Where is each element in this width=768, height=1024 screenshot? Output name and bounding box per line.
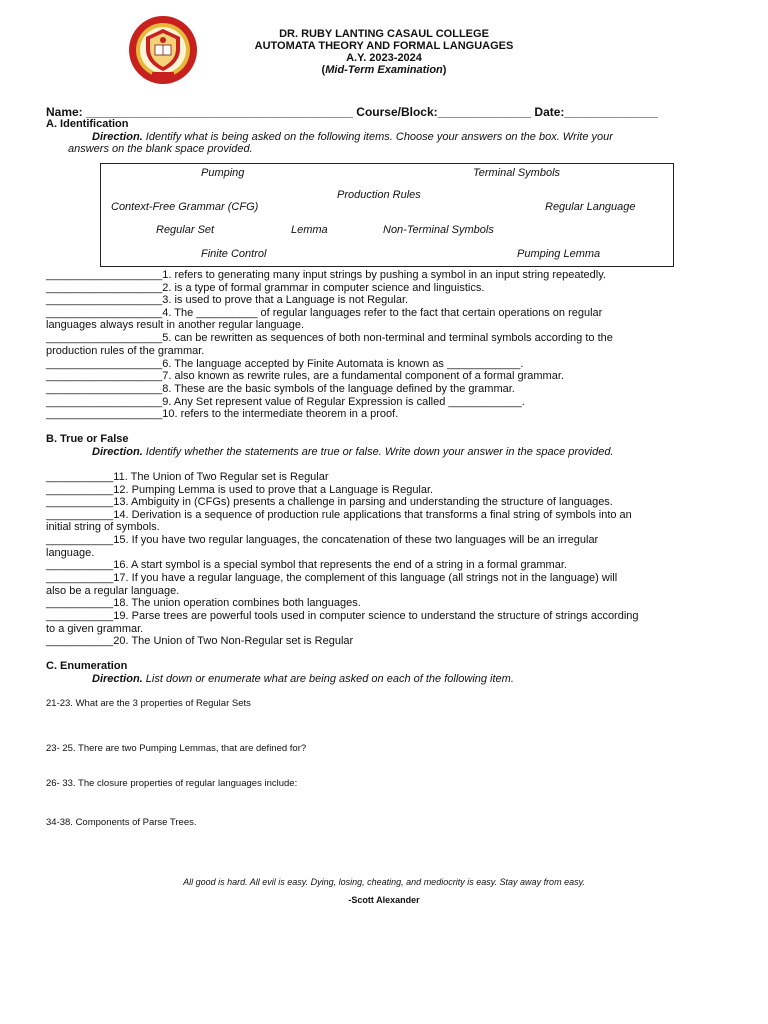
item-19: ___________19. Parse trees are powerful tools used in computer science to understand the structure of strings according — [46, 610, 639, 622]
item-3: ___________________3. is used to prove that a Language is not Regular. — [46, 294, 409, 306]
section-c-direction — [92, 673, 514, 686]
choice-production-rules: Production Rules — [337, 189, 421, 201]
choice-pumping-lemma: Pumping Lemma — [517, 248, 601, 260]
section-b-direction — [92, 446, 614, 459]
item-17-cont: also be a regular language. — [46, 585, 180, 597]
item-1: ___________________1. refers to generating many input strings by pushing a symbol in an input string repeatedly. — [46, 269, 606, 281]
item-20: ___________20. The Union of Two Non-Regular set is Regular — [46, 635, 354, 647]
choice-terminal-symbols: Terminal Symbols — [473, 167, 561, 179]
direction-text: Identify what is being asked on the following items. Choose your answers on the box. Write your — [142, 131, 613, 143]
item-14-cont: initial string of symbols. — [46, 521, 160, 533]
exam-type-line — [0, 64, 768, 76]
enum-item-34-38: 34-38. Components of Parse Trees. — [46, 817, 197, 828]
section-a-title: A. Identification — [46, 118, 129, 130]
name-course-date-row[interactable]: Name: ________________________________________ Course/Block:______________ Date:______________ — [46, 105, 658, 119]
footer-author: -Scott Alexander — [348, 895, 420, 905]
item-18: ___________18. The union operation combines both languages. — [46, 597, 361, 609]
item-5-cont: production rules of the grammar. — [46, 345, 205, 357]
item-6: ___________________6. The language accepted by Finite Automata is known as ____________. — [46, 358, 524, 370]
section-a-direction-cont: answers on the blank space provided. — [68, 143, 253, 155]
item-2: ___________________2. is a type of formal grammar in computer science and linguistics. — [46, 282, 485, 294]
enum-item-21-23: 21-23. What are the 3 properties of Regular Sets — [46, 698, 251, 709]
course-title: AUTOMATA THEORY AND FORMAL LANGUAGES — [254, 40, 514, 52]
footer-quote: All good is hard. All evil is easy. Dying, losing, cheating, and mediocrity is easy. Stay away from easy. — [183, 877, 585, 887]
choice-non-terminal-symbols: Non-Terminal Symbols — [383, 224, 494, 236]
college-name: DR. RUBY LANTING CASAUL COLLEGE — [279, 28, 489, 40]
enum-item-26-33: 26- 33. The closure properties of regular languages include: — [46, 778, 298, 789]
item-15-cont: language. — [46, 547, 95, 559]
item-12: ___________12. Pumping Lemma is used to prove that a Language is Regular. — [46, 484, 434, 496]
item-17: ___________17. If you have a regular language, the complement of this language (all strings not in the language) will — [46, 572, 618, 584]
exam-type: Mid-Term Examination — [325, 64, 443, 76]
choice-regular-set: Regular Set — [156, 224, 215, 236]
choice-lemma: Lemma — [291, 224, 328, 236]
direction-text: List down or enumerate what are being asked on each of the following item. — [142, 673, 514, 685]
item-8: ___________________8. These are the basic symbols of the language defined by the grammar. — [46, 383, 515, 395]
choice-finite-control: Finite Control — [201, 248, 267, 260]
direction-text: Identify whether the statements are true or false. Write down your answer in the space provided. — [142, 446, 614, 458]
section-b-title: B. True or False — [46, 433, 129, 445]
item-13: ___________13. Ambiguity in (CFGs) presents a challenge in parsing and understanding the structure of languages. — [46, 496, 613, 508]
direction-label: Direction. — [92, 673, 143, 685]
direction-label: Direction. — [92, 131, 143, 143]
item-4-cont: languages always result in another regular language. — [46, 319, 305, 331]
direction-label: Direction. — [92, 446, 143, 458]
section-c-title: C. Enumeration — [46, 660, 128, 672]
item-9: ___________________9. Any Set represent value of Regular Expression is called ____________. — [46, 396, 525, 408]
exam-close-paren: ) — [442, 64, 447, 76]
choice-regular-language: Regular Language — [545, 201, 636, 213]
item-14: ___________14. Derivation is a sequence of production rule applications that transforms a final string of symbols into an — [46, 509, 632, 521]
item-15: ___________15. If you have two regular languages, the concatenation of these two languages will be an irregular — [46, 534, 599, 546]
item-11: ___________11. The Union of Two Regular set is Regular — [46, 471, 329, 483]
enum-item-23-25: 23- 25. There are two Pumping Lemmas, that are defined for? — [46, 743, 307, 754]
item-5: ___________________5. can be rewritten as sequences of both non-terminal and terminal symbols according to the — [46, 332, 613, 344]
item-10: ___________________10. refers to the intermediate theorem in a proof. — [46, 408, 399, 420]
answer-choices-box — [100, 163, 674, 267]
item-7: ___________________7. also known as rewrite rules, are a fundamental component of a formal grammar. — [46, 370, 564, 382]
item-19-cont: to a given grammar. — [46, 623, 144, 635]
exam-open-paren: ( — [321, 64, 326, 76]
item-4: ___________________4. The __________ of regular languages refer to the fact that certain operations on regular — [46, 307, 603, 319]
choice-cfg: Context-Free Grammar (CFG) — [111, 201, 259, 213]
choice-pumping: Pumping — [201, 167, 245, 179]
academic-year: A.Y. 2023-2024 — [346, 52, 422, 64]
item-16: ___________16. A start symbol is a special symbol that represents the end of a string in a formal grammar. — [46, 559, 567, 571]
